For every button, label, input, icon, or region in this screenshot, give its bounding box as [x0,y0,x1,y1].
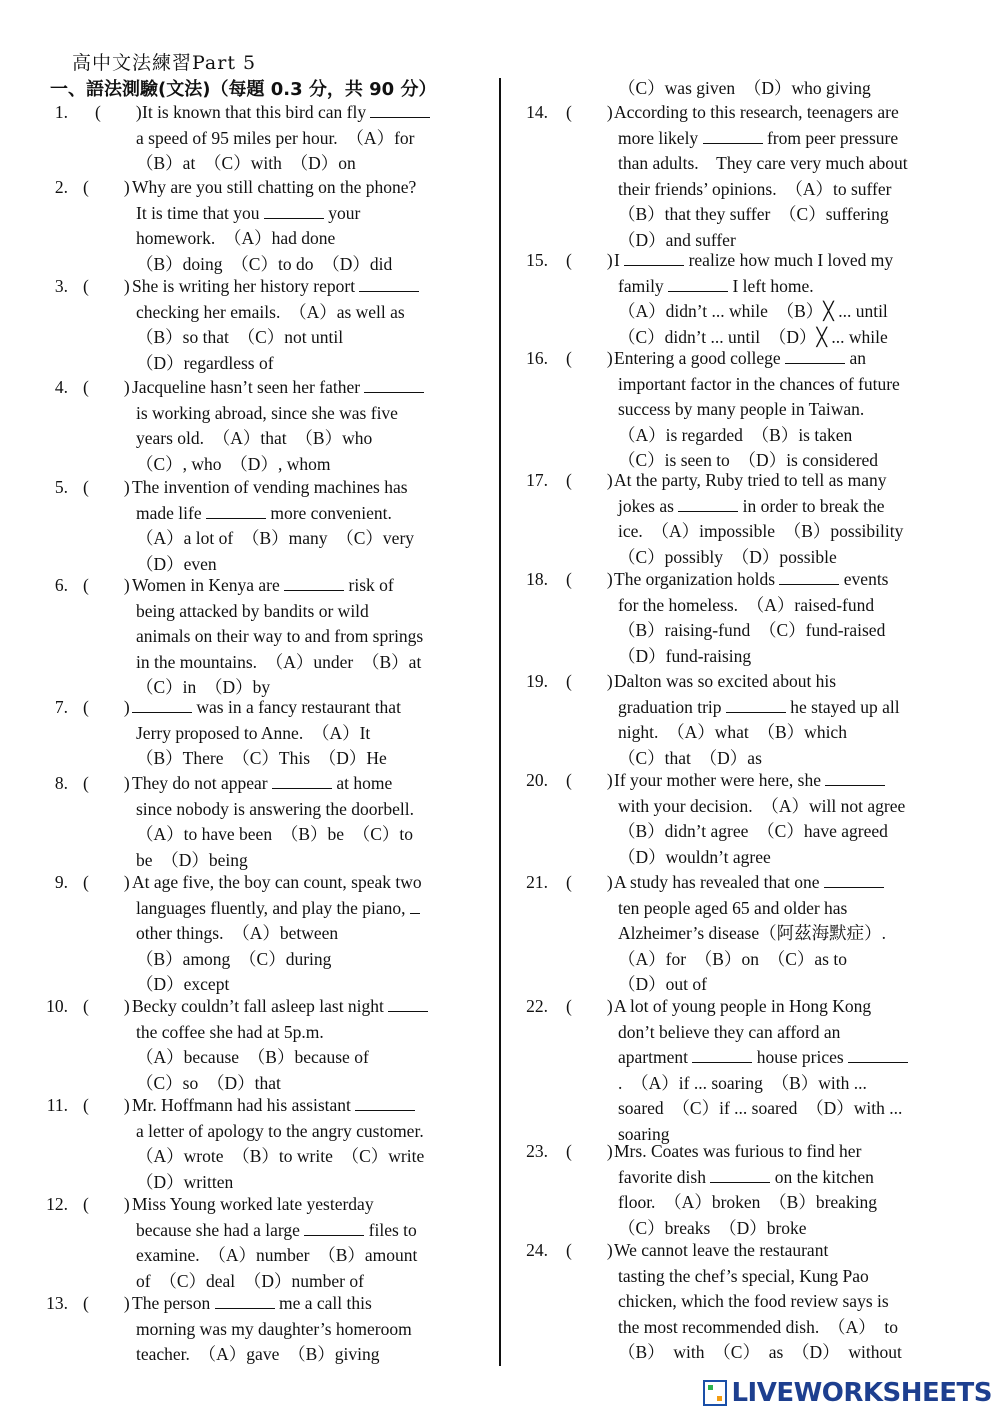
answer-box[interactable]: ( ) [83,276,130,296]
question-number: 21. [526,872,548,892]
question-line: examine. （A）number （B）amount [136,1245,418,1265]
question-line: （B）There （C）This （D）He [136,748,387,768]
question-stem-line: The organization holds events [614,569,889,589]
question-line: （D）fund-raising [618,645,752,666]
question-line: （A）didn’t ... while （B）╳ ... until [618,301,888,321]
question-number: 1. [54,102,68,122]
answer-box[interactable]: ( ) [566,872,613,892]
question-line: years old. （A）that （B）who [136,428,373,448]
question-line: ten people aged 65 and older has [618,897,848,918]
question-line: （D）wouldn’t agree [618,846,771,867]
section-title: 一、語法測驗(文法)（每題 0.3 分，共 90 分） [50,79,437,100]
question-line: （B）raising-fund （C）fund-raised [618,620,886,640]
answer-blank [410,896,420,914]
continuation-text: （C）was given （D）who giving [618,78,871,98]
question-stem-line: A lot of young people in Hong Kong [614,996,872,1016]
question-line: be （D）being [136,849,248,870]
answer-blank [726,695,786,713]
question-number: 5. [54,477,68,497]
answer-blank [304,1218,364,1236]
answer-box-close: ) [123,773,130,793]
question-text [132,475,415,577]
question-line: （B）didn’t agree （C）have agreed [618,821,888,841]
answer-box-close: ) [123,377,130,397]
question-line: （D）out of [618,974,707,994]
answer-box-close: ) [135,102,142,122]
question-stem-line: Mr. Hoffmann had his assistant [132,1093,424,1119]
question-number: 10. [46,996,68,1016]
question-line: checking her emails. （A）as well as [136,301,405,322]
answer-box-close: ) [606,770,613,790]
question-line: （B）at （C）with （D）on [136,153,356,173]
question-line: success by many people in Taiwan. [618,399,865,419]
answer-box[interactable]: ( ) [95,102,142,122]
question-line: soaring [618,1123,670,1144]
question-line: night. （A）what （B）which [618,722,847,742]
question-line: favorite dish on the kitchen [618,1166,874,1187]
question-stem-line: A study has revealed that one [614,870,886,896]
answer-box-close: ) [606,671,613,691]
question-stem-line: Jacqueline hasn’t seen her father [132,375,424,401]
answer-box[interactable]: ( ) [83,377,130,397]
question-line: （A）is regarded （B）is taken [618,424,853,445]
question-text [614,669,900,771]
question-line: a letter of apology to the angry customer. [136,1120,424,1141]
answer-blank [272,771,332,789]
question-stem-line: Becky couldn’t fall asleep last night [132,994,428,1020]
liveworksheets-logo [703,1378,992,1408]
answer-box[interactable]: ( ) [566,250,613,270]
question-stem-line: She is writing her history report [132,274,419,300]
answer-box-close: ) [606,872,613,892]
question-text [614,567,889,669]
answer-box[interactable]: ( ) [566,1240,613,1260]
logo-icon [703,1380,727,1406]
question-line: （C）in （D）by [136,677,271,697]
answer-box-close: ) [123,177,130,197]
answer-box-close: ) [606,470,613,490]
answer-box[interactable]: ( ) [83,697,130,717]
answer-box[interactable]: ( ) [83,1293,130,1313]
answer-box[interactable]: ( ) [566,770,613,790]
question-number: 9. [54,872,68,892]
answer-box-close: ) [606,1141,613,1161]
question-line: （B）so that （C）not until [136,327,344,347]
question-line: （D）except [136,974,230,994]
question-line: ice. （A）impossible （B）possibility [618,521,904,541]
answer-blank [359,274,419,292]
answer-box-close: ) [606,250,613,270]
answer-box-close: ) [123,1095,130,1115]
question-stem-line: The person me a call this [132,1293,372,1313]
question-line: （D）even [136,553,217,574]
answer-blank [668,274,728,292]
page-title: 高中文法練習Part 5 [72,52,257,74]
question-line: （A）because （B）because of [136,1047,369,1067]
question-text [132,994,428,1096]
question-text [132,1192,418,1294]
answer-blank [785,346,845,364]
question-line: Alzheimer’s disease（阿茲海默症）. [618,923,886,943]
question-text [132,1291,412,1368]
question-stem-line: Miss Young worked late yesterday [132,1194,374,1214]
question-stem-line: The invention of vending machines has [132,477,408,497]
question-line: jokes as in order to break the [618,495,885,516]
question-number: 15. [526,250,548,270]
question-line: （C）, who （D）, whom [136,453,331,474]
answer-blank [703,126,763,144]
answer-blank [364,375,424,393]
question-number: 14. [526,102,548,122]
question-line: （C）possibly （D）possible [618,546,837,567]
question-text [614,870,886,998]
answer-blank [825,768,885,786]
question-line: . （A）if ... soaring （B）with ... [618,1072,867,1093]
answer-box-close: ) [123,1194,130,1214]
answer-blank [710,1165,770,1183]
answer-box[interactable]: ( ) [83,996,130,1016]
continuation-line [618,76,871,102]
answer-blank [848,1045,908,1063]
question-line: important factor in the chances of future [618,373,900,394]
question-text [614,994,908,1147]
answer-box-close: ) [606,1240,613,1260]
question-stem-line: According to this research, teenagers are [614,102,899,122]
answer-box-close: ) [123,575,130,595]
question-number: 12. [46,1194,68,1214]
question-line: apartment house prices [618,1045,908,1071]
question-text [132,274,419,376]
question-line: more likely from peer pressure [618,127,899,148]
question-line: morning was my daughter’s homeroom [136,1318,412,1339]
question-stem-line: was in a fancy restaurant that [132,695,401,721]
question-line: is working abroad, since she was five [136,402,398,423]
answer-box-close: ) [606,348,613,368]
logo-text: LIVEWORKSHEETS [731,1378,992,1408]
answer-box-close: ) [606,102,613,122]
question-stem-line: At age five, the boy can count, speak two [132,872,422,892]
question-line: because she had a large files to [136,1219,417,1240]
answer-blank [824,870,884,888]
question-number: 7. [54,697,68,717]
answer-box[interactable]: ( ) [566,470,613,490]
question-text [132,175,417,277]
answer-box[interactable]: ( ) [566,102,613,122]
answer-box[interactable]: ( ) [83,872,130,892]
answer-box[interactable]: ( ) [566,671,613,691]
question-line: the coffee she had at 5p.m. [136,1021,324,1042]
question-line: （C）that （D）as [618,747,762,768]
question-line: graduation trip he stayed up all [618,696,900,717]
answer-blank [678,494,738,512]
question-line: other things. （A）between [136,923,339,943]
question-line: tasting the chef’s special, Kung Pao [618,1265,869,1286]
question-number: 2. [54,177,68,197]
question-text [136,695,401,772]
question-line: （D）regardless of [136,352,274,373]
answer-blank [132,695,192,713]
question-line: homework. （A）had done [136,228,336,248]
question-line: animals on their way to and from springs [136,626,424,646]
question-line: teacher. （A）gave （B）giving [136,1344,380,1364]
question-text [614,248,894,350]
question-stem-line: Why are you still chatting on the phone? [132,177,417,197]
answer-blank [370,100,430,118]
question-stem-line: Dalton was so excited about his [614,671,837,691]
question-line: （C）breaks （D）broke [618,1217,807,1238]
question-line: （A）a lot of （B）many （C）very [136,528,415,548]
answer-box[interactable]: ( ) [83,575,130,595]
question-line: since nobody is answering the doorbell. [136,798,415,819]
question-line: （D）and suffer [618,229,736,250]
question-line: （A）to have been （B）be （C）to [136,824,414,844]
question-line: （D）written [136,1171,234,1192]
question-number: 18. [526,569,548,589]
question-line: made life more convenient. [136,502,392,523]
question-text [132,375,424,477]
question-line: soared （C）if ... soared （D）with ... [618,1098,903,1118]
answer-box[interactable]: ( ) [566,348,613,368]
question-number: 13. [46,1293,68,1313]
question-number: 11. [46,1095,68,1115]
question-stem-line: Mrs. Coates was furious to find her [614,1141,862,1161]
answer-box-close: ) [123,697,130,717]
question-stem-line: It is known that this bird can fly [142,100,430,126]
question-line: Jerry proposed to Anne. （A）It [136,722,371,743]
answer-blank [264,201,324,219]
answer-box[interactable]: ( ) [83,773,130,793]
question-line: floor. （A）broken （B）breaking [618,1192,878,1212]
question-number: 23. [526,1141,548,1161]
question-line: the most recommended dish. （A） to [618,1316,898,1337]
question-line: （C）is seen to （D）is considered [618,450,879,470]
question-text [132,573,424,701]
question-number: 17. [526,470,548,490]
answer-blank [692,1045,752,1063]
answer-box[interactable]: ( ) [83,177,130,197]
answer-blank [624,248,684,266]
answer-blank [779,567,839,585]
question-line: their friends’ opinions. （A）to suffer [618,178,892,199]
question-text [614,100,908,253]
question-line: （C）didn’t ... until （D）╳ ... while [618,326,888,347]
column-divider [499,78,501,1366]
question-number: 20. [526,770,548,790]
answer-box[interactable]: ( ) [83,1095,130,1115]
question-line: a speed of 95 miles per hour. （A）for [136,127,415,148]
question-number: 4. [54,377,68,397]
answer-box[interactable]: ( ) [83,477,130,497]
answer-blank [388,994,428,1012]
question-text [132,870,422,998]
question-line: family I left home. [618,275,814,296]
question-line: （A）for （B）on （C）as to [618,948,847,969]
answer-box[interactable]: ( ) [566,1141,613,1161]
question-text [136,100,430,177]
question-stem-line: If your mother were here, she [614,768,905,794]
question-stem-line: Women in Kenya are risk of [132,575,394,595]
answer-box-close: ) [123,1293,130,1313]
question-line: languages fluently, and play the piano, [136,896,422,922]
question-stem-line: They do not appear at home [132,773,393,793]
question-number: 6. [54,575,68,595]
question-line: of （C）deal （D）number of [136,1270,364,1291]
question-line: （B）among （C）during [136,948,332,969]
answer-box[interactable]: ( ) [566,569,613,589]
question-line: （C）so （D）that [136,1072,281,1093]
question-stem-line: At the party, Ruby tried to tell as many [614,470,887,490]
question-line: （B）doing （C）to do （D）did [136,253,393,274]
answer-box[interactable]: ( ) [83,1194,130,1214]
question-line: （A）wrote （B）to write （C）write [136,1146,425,1166]
question-text [614,1139,878,1241]
answer-box-close: ) [123,872,130,892]
question-number: 22. [526,996,548,1016]
question-text [614,346,900,474]
question-number: 19. [526,671,548,691]
question-stem-line: I realize how much I loved my [614,250,894,270]
question-text [614,1238,902,1366]
answer-box[interactable]: ( ) [566,996,613,1016]
answer-blank [284,573,344,591]
question-stem-line: Entering a good college an [614,348,866,368]
answer-box-close: ) [123,996,130,1016]
question-text [132,771,415,873]
answer-blank [206,501,266,519]
answer-box-close: ) [123,276,130,296]
answer-blank [215,1291,275,1309]
question-text [132,1093,425,1195]
answer-blank [355,1093,415,1111]
question-line: than adults. They care very much about [618,153,908,173]
question-line: for the homeless. （A）raised-fund [618,594,875,615]
question-text [614,768,906,870]
answer-box-close: ) [606,996,613,1016]
question-number: 3. [54,276,68,296]
question-number: 8. [54,773,68,793]
question-line: don’t believe they can afford an [618,1021,841,1042]
question-line: being attacked by bandits or wild [136,600,369,621]
answer-box-close: ) [606,569,613,589]
question-line: in the mountains. （A）under （B）at [136,651,422,672]
question-line: （B）that they suffer （C）suffering [618,204,889,224]
question-stem-line: We cannot leave the restaurant [614,1240,829,1260]
answer-box-close: ) [123,477,130,497]
question-text [614,468,904,570]
question-number: 16. [526,348,548,368]
question-line: chicken, which the food review says is [618,1291,889,1311]
question-line: （B） with （C） as （D） without [618,1342,902,1362]
question-line: with your decision. （A）will not agree [618,795,906,816]
question-line: It is time that you your [136,202,361,223]
question-number: 24. [526,1240,548,1260]
